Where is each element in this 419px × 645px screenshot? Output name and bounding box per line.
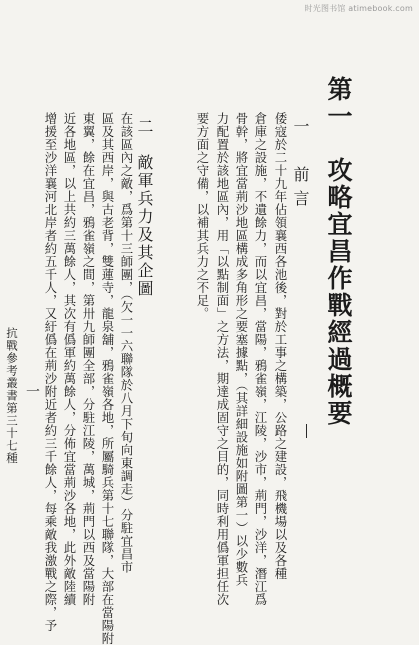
body-column: 東翼，餘在宜昌，鴉雀嶺之間，第卅九師團全部，分駐江陵，萬城，荊門以西及當陽附 [81,112,96,606]
body-column: 區及其西岸，與古老背，雙蓮寺，龍泉舖，鴉雀嶺各地，所屬騎兵第十七聯隊，大部在當陽附 [100,112,115,645]
series-footer-title: 抗戰參考叢書第三十七種 [5,327,19,465]
body-column: 增援至沙洋襄河北岸者約五千人，又紆僞在荊沙附近者約三千餘人，每乘敵我激戰之際，予 [43,112,58,632]
body-column: 倉庫之設施，不遺餘力，而以宜昌，當陽，鴉雀嶺，江陵，沙市，荊門，沙洋，潛江爲 [253,112,268,606]
body-column: 近各地區，以上共約三萬餘人，其次有僞軍約萬餘人，分佈宜當荊沙各地，此外敵陸續 [62,112,77,606]
watermark: 时光图书馆 atimebook.com [304,4,413,13]
body-column: 骨幹，將宜當荊沙地區構成多角形之要塞據點，（其詳細設施如附圖第一）以少數兵 [234,112,249,587]
section-heading-enemy-forces: 二 敵軍兵力及其企圖 [135,118,154,298]
divider-mark [306,424,307,438]
chapter-title: 第一 攻略宜昌作戰經過概要 [324,76,353,427]
body-column: 倭寇於二十九年佔領襄西各池後，對於工事之構築，公路之建設，飛機場以及各種 [273,112,288,580]
section-heading-preface: 一 前言 [291,118,310,214]
body-column: 要方面之守備，以補其兵力之不足。 [195,112,210,320]
body-column: 力配置於該地區內，用「以點制面」之方法，期達成固守之目的，同時利用僞軍担任次 [215,112,230,606]
page-number: 一 [24,384,40,398]
body-column: 在該區內之敵，爲第十三師團，（欠一一六聯隊於八月下旬向東調走）分駐宜昌市 [119,112,134,574]
